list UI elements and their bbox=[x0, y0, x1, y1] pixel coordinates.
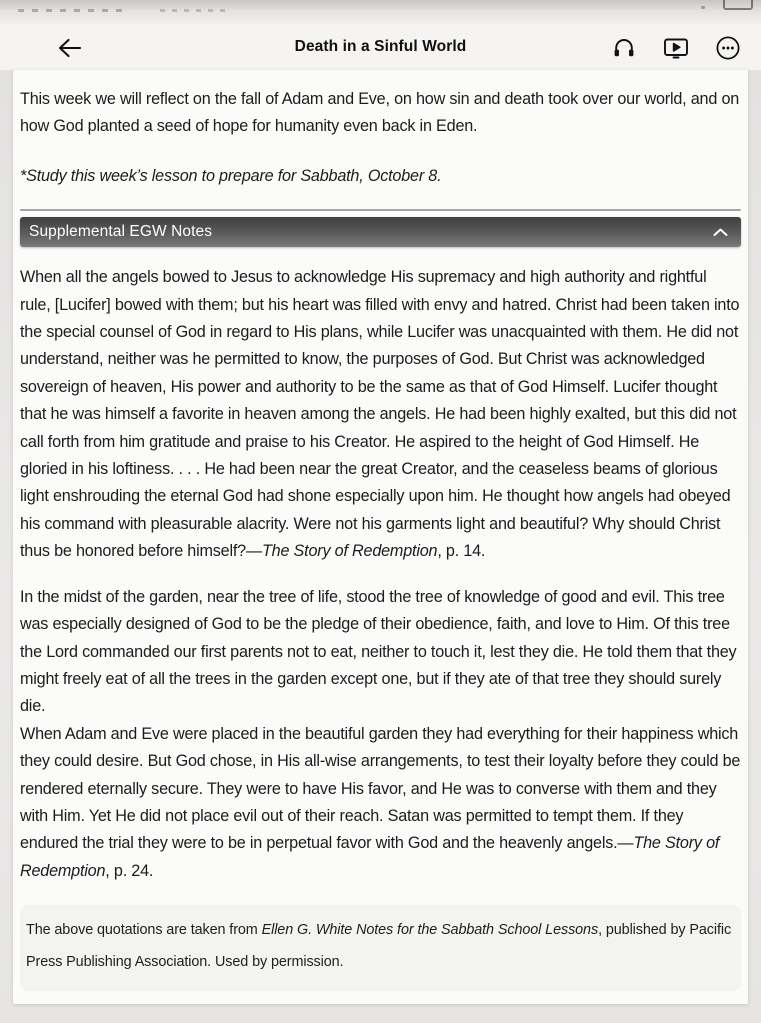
lesson-content bbox=[13, 70, 748, 991]
lesson-content-card bbox=[13, 70, 748, 1004]
intro-paragraph: This week we will reflect on the fall of Adam and Eve, on how sin and death took over our world, and on how God planted a seed of hope for humanity even back in Eden. bbox=[20, 90, 740, 136]
egw-paragraph-2: In the midst of the garden, near the tree of life, stood the tree of knowledge of good and evil. This tree was especially designed of God to be the pledge of their obedience, faith, and love to Him. Of this tree the Lord commanded our first parents not to eat, neither to touch it, lest they die. He told them that they might freely eat of all the trees in the garden except one, but if they ate of that tree they should surely die. bbox=[20, 587, 737, 716]
copyright-footnote-box bbox=[20, 905, 741, 991]
source-title-italic: The Story of Redemption bbox=[261, 542, 438, 561]
headphones-icon bbox=[612, 36, 636, 60]
study-note: *Study this week’s lesson to prepare for Sabbath, October 8. bbox=[20, 166, 442, 185]
source-page-ref: , p. 14. bbox=[437, 542, 486, 561]
egw-paragraph-1-text: When all the angels bowed to Jesus to acknowledge His supremacy and high authority and rightful rule, [Lucifer] bowed with them; but his heart was filled with envy and hatred. Christ had been taken into the special counsel of God in regard to His plans, while Lucifer was unacquainted with them. He did not understand, neither was he permitted to know, the purposes of God. But Christ was acknowledged sovereign of heaven, His power and authority to be the same as that of God Himself. Lucifer thought that he was himself a favorite in heaven among the angels. He had been highly exalted, but this did not call forth from him gratitude and praise to his Creator. He aspired to the height of God Himself. He gloried in his loftiness. . . . He had been near the great Creator, and the ceaseless beams of glorious light enshrouding the eternal God had shone especially upon him. He thought how angels had obeyed his command with pleasurable alacrity. Were not his garments light and beautiful? Why should Christ thus be honored before himself?— bbox=[20, 268, 740, 561]
source-title-italic: The Story of Redemption bbox=[20, 834, 720, 880]
footnote-suffix: , published by Pacific Press Publishing Association. Used by permission. bbox=[26, 922, 732, 971]
egw-paragraph-3 bbox=[20, 721, 741, 885]
status-dot bbox=[701, 6, 705, 9]
source-page-ref: , p. 24. bbox=[105, 861, 154, 880]
audio-button[interactable] bbox=[607, 31, 641, 65]
footnote-source-italic: Ellen G. White Notes for the Sabbath School Lessons bbox=[261, 922, 599, 939]
video-button[interactable] bbox=[659, 31, 693, 65]
egw-paragraph-3-text: When Adam and Eve were placed in the beautiful garden they had everything for their happiness which they could desire. But God chose, in His all-wise arrangements, to test their loyalty before they could be rendered eternally secure. They were to have His favor, and He was to converse with them and they with Him. Yet He did not place evil out of their reach. Satan was permitted to tempt them. If they endured the trial they were to be in perpetual favor with God and the heavenly angels.— bbox=[20, 724, 741, 853]
more-options-button[interactable] bbox=[711, 31, 745, 65]
status-text-remnant bbox=[160, 9, 230, 12]
egw-notes-section-header[interactable] bbox=[20, 217, 741, 247]
navigation-bar bbox=[0, 24, 761, 70]
status-bar bbox=[0, 0, 761, 24]
egw-paragraph-1 bbox=[20, 264, 741, 565]
chevron-up-icon[interactable] bbox=[713, 228, 728, 237]
copyright-footnote bbox=[26, 914, 735, 978]
ellipsis-icon bbox=[715, 35, 741, 61]
status-text-remnant bbox=[18, 9, 128, 12]
footnote-prefix: The above quotations are taken from bbox=[26, 922, 262, 939]
page-title: Death in a Sinful World bbox=[294, 38, 467, 55]
egw-section-title: Supplemental EGW Notes bbox=[29, 223, 213, 241]
battery-icon bbox=[723, 0, 753, 10]
navbar-actions bbox=[607, 31, 745, 65]
section-divider bbox=[20, 209, 741, 211]
video-play-icon bbox=[663, 36, 689, 60]
